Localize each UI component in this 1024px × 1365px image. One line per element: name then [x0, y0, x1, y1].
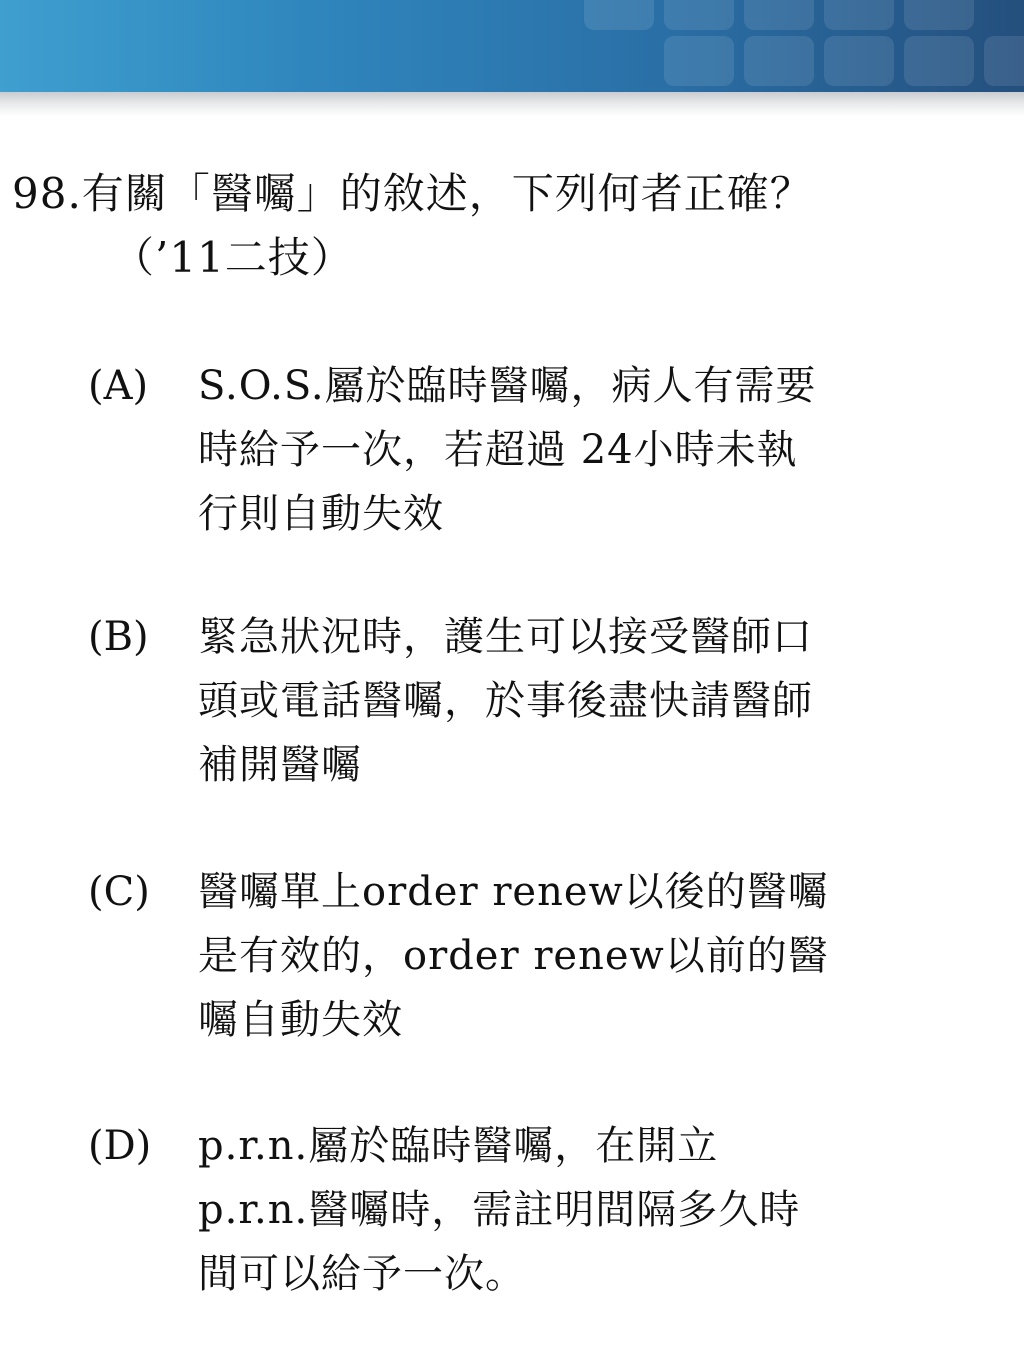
option-d [88, 1114, 1018, 1306]
option-text-line: 囑自動失效 [198, 997, 403, 1043]
question-title: 98.有關「醫囑」的敘述，下列何者正確？ [12, 169, 813, 218]
option-text-line: p.r.n.醫囑時，需註明間隔多久時 [198, 1187, 801, 1233]
option-text-line: 緊急狀況時，護生可以接受醫師口 [198, 614, 813, 660]
decorative-tiles [544, 0, 1024, 92]
option-text-line: 時給予一次，若超過 24小時未執 [198, 427, 798, 473]
question-source: （’11二技） [112, 233, 354, 282]
option-label: (C) [88, 869, 150, 915]
header-divider [0, 92, 1024, 116]
option-c [88, 860, 1018, 1052]
option-b [88, 605, 1018, 797]
option-text-line: 間可以給予一次。 [198, 1251, 526, 1297]
option-text-line: 是有效的，order renew以前的醫 [198, 933, 829, 979]
option-label: (D) [88, 1123, 152, 1169]
option-text-line: 醫囑單上order renew以後的醫囑 [198, 869, 829, 915]
option-text-line: S.O.S.屬於臨時醫囑，病人有需要 [198, 363, 817, 409]
question-stem [12, 162, 1012, 290]
option-text-line: 補開醫囑 [198, 742, 362, 788]
option-label: (B) [88, 614, 149, 660]
option-text-line: 行則自動失效 [198, 491, 444, 537]
option-a [88, 354, 1018, 546]
header-banner [0, 0, 1024, 92]
option-text-line: p.r.n.屬於臨時醫囑，在開立 [198, 1123, 719, 1169]
option-text-line: 頭或電話醫囑，於事後盡快請醫師 [198, 678, 813, 724]
option-label: (A) [88, 363, 149, 409]
